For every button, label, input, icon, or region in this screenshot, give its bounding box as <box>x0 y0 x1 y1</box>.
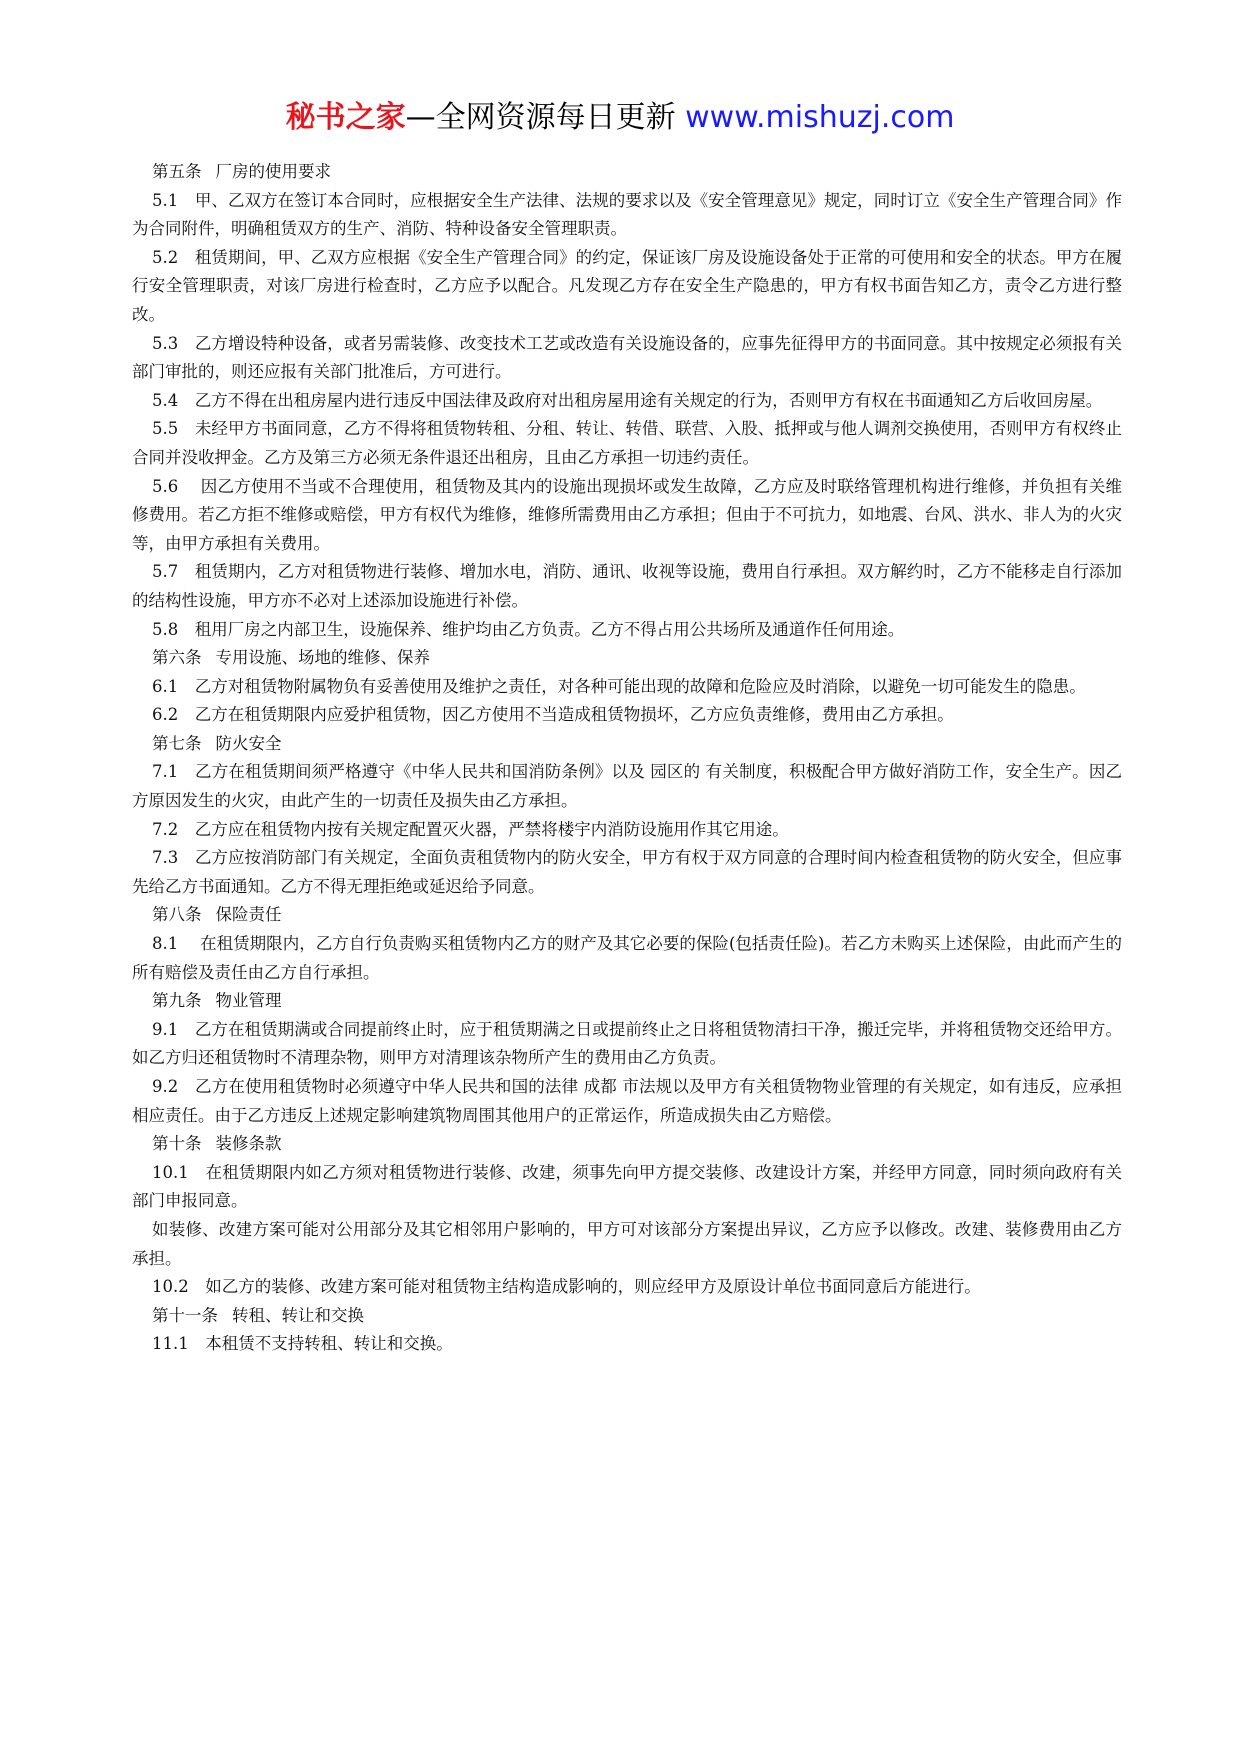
article-number: 第五条 <box>152 162 202 181</box>
clause-paragraph: 7.1 乙方在租赁期间须严格遵守《中华人民共和国消防条例》以及 园区的 有关制度，积极配合甲方做好消防工作，安全生产。因乙方原因发生的火灾，由此产生的一切责任及损失由乙方承担。 <box>132 762 1122 811</box>
document-body <box>132 158 1122 1359</box>
article-heading <box>132 730 1122 759</box>
article-title: 装修条款 <box>215 1134 282 1154</box>
clause-paragraph: 10.1 在租赁期限内如乙方须对租赁物进行装修、改建，须事先向甲方提交装修、改建设计方案，并经甲方同意，同时须向政府有关部门申报同意。 <box>132 1162 1122 1211</box>
article-title: 厂房的使用要求 <box>215 162 331 181</box>
article-title: 专用设施、场地的维修、保养 <box>215 648 430 668</box>
article-number: 第八条 <box>152 905 202 925</box>
article-number: 第十一条 <box>152 1305 218 1325</box>
clause-paragraph: 5.3 乙方增设特种设备，或者另需装修、改变技术工艺或改造有关设施设备的，应事先征得甲方的书面同意。其中按规定必须报有关部门审批的，则还应报有关部门批准后，方可进行。 <box>132 333 1122 382</box>
article-number: 第七条 <box>152 733 202 753</box>
article-heading <box>132 987 1122 1016</box>
article-heading <box>132 158 1122 187</box>
article-number: 第六条 <box>152 648 202 668</box>
article-title: 转租、转让和交换 <box>232 1305 364 1325</box>
clause-paragraph: 5.7 租赁期内，乙方对租赁物进行装修、增加水电，消防、通讯、收视等设施，费用自行承担。双方解约时，乙方不能移走自行添加的结构性设施，甲方亦不必对上述添加设施进行补偿。 <box>132 562 1122 610</box>
clause-paragraph: 5.2 租赁期间，甲、乙双方应根据《安全生产管理合同》的约定，保证该厂房及设施设备处于正常的可使用和安全的状态。甲方在履行安全管理职责，对该厂房进行检查时，乙方应予以配合。凡发现乙方存在安全生产隐患的，甲方有权书面告知乙方，责令乙方进行整改。 <box>132 247 1122 324</box>
brand-name: 秘书之家 <box>285 100 406 135</box>
article-heading <box>132 1130 1122 1159</box>
clause-paragraph: 5.1 甲、乙双方在签订本合同时，应根据安全生产法律、法规的要求以及《安全管理意见》规定，同时订立《安全生产管理合同》作为合同附件，明确租赁双方的生产、消防、特种设备安全管理职责。 <box>132 190 1122 239</box>
clause-paragraph: 5.4 乙方不得在出租房屋内进行违反中国法律及政府对出租房屋用途有关规定的行为，否则甲方有权在书面通知乙方后收回房屋。 <box>152 390 1103 410</box>
clause-paragraph: 10.2 如乙方的装修、改建方案可能对租赁物主结构造成影响的，则应经甲方及原设计单位书面同意后方能进行。 <box>152 1277 981 1297</box>
clause-paragraph: 7.2 乙方应在租赁物内按有关规定配置灭火器，严禁将楼宇内消防设施用作其它用途。 <box>152 819 789 839</box>
article-title: 物业管理 <box>215 991 282 1011</box>
clause-paragraph: 9.2 乙方在使用租赁物时必须遵守中华人民共和国的法律 成都 市法规以及甲方有关租赁物物业管理的有关规定，如有违反，应承担相应责任。由于乙方违反上述规定影响建筑物周围其他用户的正常运作，所造成损失由乙方赔偿。 <box>132 1077 1122 1125</box>
article-title: 防火安全 <box>215 733 282 753</box>
article-heading <box>132 901 1122 930</box>
clause-paragraph: 9.1 乙方在租赁期满或合同提前终止时，应于租赁期满之日或提前终止之日将租赁物清扫干净，搬迁完毕，并将租赁物交还给甲方。如乙方归还租赁物时不清理杂物，则甲方对清理该杂物所产生的费用由乙方负责。 <box>132 1019 1122 1068</box>
clause-paragraph: 6.2 乙方在租赁期限内应爱护租赁物，因乙方使用不当造成租赁物损坏，乙方应负责维修，费用由乙方承担。 <box>152 705 954 725</box>
clause-paragraph: 5.5 未经甲方书面同意，乙方不得将租赁物转租、分租、转让、转借、联营、入股、抵押或与他人调剂交换使用，否则甲方有权终止合同并没收押金。乙方及第三方必须无条件退还出租房，且由乙方承担一切违约责任。 <box>132 419 1122 467</box>
header-url[interactable]: www.mishuzj.com <box>685 100 955 135</box>
site-header <box>0 98 1240 138</box>
header-separator: — <box>405 100 436 135</box>
article-heading <box>132 644 1122 673</box>
clause-paragraph: 5.6 因乙方使用不当或不合理使用，租赁物及其内的设施出现损坏或发生故障，乙方应及时联络管理机构进行维修，并负担有关维修费用。若乙方拒不维修或赔偿，甲方有权代为维修，维修所需费用由乙方承担；但由于不可抗力，如地震、台风、洪水、非人为的火灾等，由甲方承担有关费用。 <box>132 476 1122 553</box>
clause-paragraph: 11.1 本租赁不支持转租、转让和交换。 <box>152 1334 453 1354</box>
article-number: 第九条 <box>152 991 202 1011</box>
clause-paragraph: 5.8 租用厂房之内部卫生，设施保养、维护均由乙方负责。乙方不得占用公共场所及通道作任何用途。 <box>152 619 905 639</box>
clause-paragraph: 如装修、改建方案可能对公用部分及其它相邻用户影响的，甲方可对该部分方案提出异议，乙方应予以修改。改建、装修费用由乙方承担。 <box>132 1219 1122 1268</box>
article-heading <box>132 1302 1122 1331</box>
header-tagline: 全网资源每日更新 <box>435 100 676 135</box>
article-number: 第十条 <box>152 1134 202 1154</box>
clause-paragraph: 7.3 乙方应按消防部门有关规定，全面负责租赁物内的防火安全，甲方有权于双方同意的合理时间内检查租赁物的防火安全，但应事先给乙方书面通知。乙方不得无理拒绝或延迟给予同意。 <box>132 848 1122 896</box>
article-title: 保险责任 <box>215 905 282 925</box>
clause-paragraph: 8.1 在租赁期限内，乙方自行负责购买租赁物内乙方的财产及其它必要的保险(包括责任险)。若乙方未购买上述保险，由此而产生的所有赔偿及责任由乙方自行承担。 <box>132 934 1122 982</box>
clause-paragraph: 6.1 乙方对租赁物附属物负有妥善使用及维护之责任，对各种可能出现的故障和危险应及时消除，以避免一切可能发生的隐患。 <box>152 676 1086 696</box>
